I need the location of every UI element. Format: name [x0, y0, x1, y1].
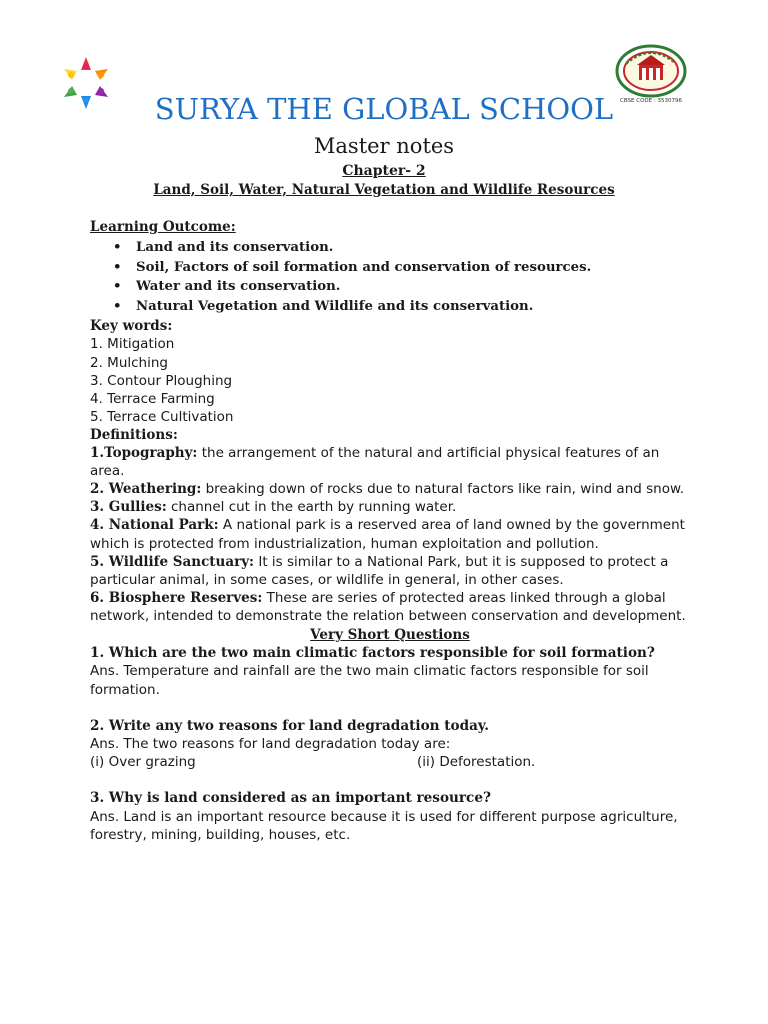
question-1: 1. Which are the two main climatic factors responsible for soil formation?	[90, 645, 655, 662]
answer-1: Ans. Temperature and rainfall are the two main climatic factors responsible for soil formation.	[90, 663, 649, 698]
learning-outcome-list	[90, 238, 690, 316]
definition-text: It is similar to a National Park, but it is supposed to protect a particular animal, in some cases, or wildlife in general, in other cases.	[90, 553, 669, 588]
reason-2: (ii) Deforestation.	[417, 754, 536, 771]
list-item: • Natural Vegetation and Wildlife and its conservation.	[90, 297, 690, 317]
definition-item	[90, 498, 690, 516]
svg-text:CBSE CODE : 3530796: CBSE CODE : 3530796	[620, 98, 682, 104]
key-word-item: 2. Mulching	[90, 354, 168, 371]
definition-text: breaking down of rocks due to natural factors like rain, wind and snow.	[201, 481, 685, 498]
answer-2-reasons	[90, 753, 690, 771]
list-item: • Land and its conservation.	[90, 238, 690, 258]
definition-text: channel cut in the earth by running water.	[166, 499, 457, 516]
key-word-item: 5. Terrace Cultivation	[90, 408, 234, 425]
very-short-questions-heading: Very Short Questions	[310, 627, 470, 644]
definitions-heading: Definitions:	[90, 426, 178, 443]
learning-outcome-heading: Learning Outcome:	[90, 219, 236, 235]
key-word-item: 1. Mitigation	[90, 336, 175, 353]
question-3: 3. Why is land considered as an important resource?	[90, 790, 491, 807]
definition-term: 5. Wildlife Sanctuary:	[90, 553, 255, 570]
page-subtitle: Master notes	[313, 134, 455, 158]
answer-2: Ans. The two reasons for land degradation today are:	[90, 736, 451, 753]
chapter-title: Land, Soil, Water, Natural Vegetation and Wildlife Resources	[153, 182, 615, 198]
definition-term: 2. Weathering:	[90, 481, 202, 498]
list-item: • Soil, Factors of soil formation and conservation of resources.	[90, 258, 690, 278]
definition-item	[90, 589, 690, 625]
list-item: • Water and its conservation.	[90, 277, 690, 297]
definition-item	[90, 480, 690, 498]
definition-term: 4. National Park:	[90, 517, 219, 534]
reason-1: (i) Over grazing	[90, 754, 196, 771]
definition-term: 3. Gullies:	[90, 499, 167, 516]
definition-item	[90, 553, 690, 589]
definition-text: the arrangement of the natural and artificial physical features of an area.	[90, 445, 660, 480]
school-name: SURYA THE GLOBAL SCHOOL	[154, 92, 614, 126]
definition-term: 6. Biosphere Reserves:	[90, 589, 263, 606]
question-2: 2. Write any two reasons for land degradation today.	[90, 717, 489, 734]
definition-item	[90, 444, 690, 480]
notes-content	[90, 218, 690, 844]
key-word-item: 4. Terrace Farming	[90, 390, 215, 407]
chapter-number: Chapter- 2	[342, 163, 426, 179]
definition-item	[90, 516, 690, 552]
definition-text: These are series of protected areas linked through a global network, intended to demonstrate the relation between conservation and development.	[90, 589, 686, 624]
definition-term: 1.Topography:	[90, 445, 198, 462]
definition-text: A national park is a reserved area of land owned by the government which is protected from industrialization, human exploitation and pollution.	[90, 517, 685, 552]
answer-3: Ans. Land is an important resource because it is used for different purpose agriculture, forestry, mining, building, houses, etc.	[90, 808, 678, 843]
key-word-item: 3. Contour Ploughing	[90, 372, 233, 389]
key-words-heading: Key words:	[90, 318, 173, 335]
